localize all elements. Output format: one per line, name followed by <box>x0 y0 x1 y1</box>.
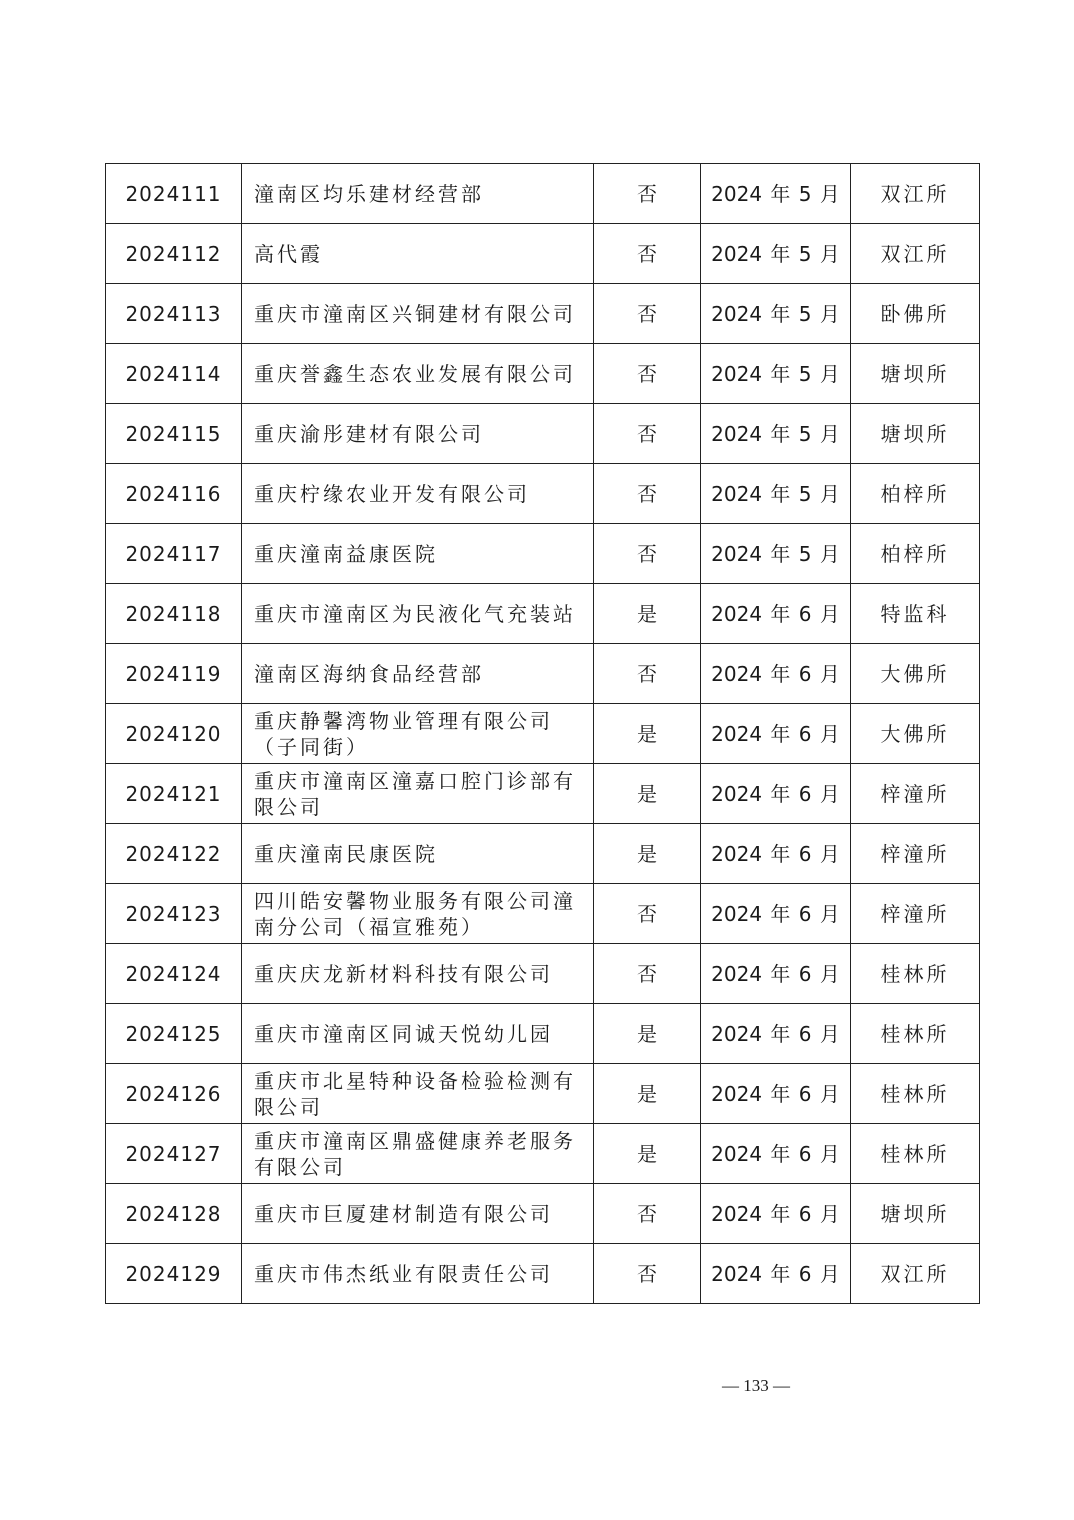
table-row <box>106 1064 980 1124</box>
record-name: 潼南区均乐建材经营部 <box>242 164 594 224</box>
record-name: 重庆市潼南区为民液化气充装站 <box>242 584 594 644</box>
record-name: 重庆市潼南区同诚天悦幼儿园 <box>242 1004 594 1064</box>
record-name: 重庆市潼南区兴铜建材有限公司 <box>242 284 594 344</box>
record-date: 2024 年 6 月 <box>701 644 851 704</box>
record-name: 重庆誉鑫生态农业发展有限公司 <box>242 344 594 404</box>
record-id: 2024111 <box>106 164 242 224</box>
record-flag: 否 <box>594 464 701 524</box>
record-flag: 否 <box>594 944 701 1004</box>
record-date: 2024 年 6 月 <box>701 944 851 1004</box>
record-flag: 是 <box>594 704 701 764</box>
record-date: 2024 年 5 月 <box>701 524 851 584</box>
record-flag: 否 <box>594 404 701 464</box>
record-date: 2024 年 6 月 <box>701 824 851 884</box>
record-unit: 双江所 <box>851 164 980 224</box>
record-id: 2024114 <box>106 344 242 404</box>
record-unit: 桂林所 <box>851 1124 980 1184</box>
record-name: 重庆柠缘农业开发有限公司 <box>242 464 594 524</box>
table-row <box>106 944 980 1004</box>
record-id: 2024124 <box>106 944 242 1004</box>
record-name: 重庆静馨湾物业管理有限公司（子同街） <box>242 704 594 764</box>
record-id: 2024118 <box>106 584 242 644</box>
table-row <box>106 464 980 524</box>
record-id: 2024115 <box>106 404 242 464</box>
record-id: 2024126 <box>106 1064 242 1124</box>
record-unit: 塘坝所 <box>851 404 980 464</box>
record-unit: 桂林所 <box>851 944 980 1004</box>
table-row <box>106 644 980 704</box>
record-flag: 是 <box>594 1004 701 1064</box>
record-unit: 塘坝所 <box>851 344 980 404</box>
record-unit: 双江所 <box>851 224 980 284</box>
record-date: 2024 年 6 月 <box>701 764 851 824</box>
record-name: 重庆市巨厦建材制造有限公司 <box>242 1184 594 1244</box>
record-date: 2024 年 6 月 <box>701 1004 851 1064</box>
record-id: 2024129 <box>106 1244 242 1304</box>
record-table-body <box>106 164 980 1304</box>
record-flag: 否 <box>594 884 701 944</box>
record-id: 2024112 <box>106 224 242 284</box>
table-row <box>106 164 980 224</box>
page-number: — 133 — <box>722 1376 790 1395</box>
record-flag: 否 <box>594 644 701 704</box>
record-name: 重庆潼南民康医院 <box>242 824 594 884</box>
record-id: 2024125 <box>106 1004 242 1064</box>
record-date: 2024 年 5 月 <box>701 464 851 524</box>
table-row <box>106 224 980 284</box>
table-row <box>106 1244 980 1304</box>
record-name: 重庆庆龙新材料科技有限公司 <box>242 944 594 1004</box>
table-row <box>106 344 980 404</box>
record-flag: 是 <box>594 1064 701 1124</box>
record-flag: 否 <box>594 1244 701 1304</box>
record-date: 2024 年 6 月 <box>701 584 851 644</box>
record-date: 2024 年 5 月 <box>701 224 851 284</box>
record-table <box>105 163 980 1304</box>
table-row <box>106 524 980 584</box>
record-id: 2024117 <box>106 524 242 584</box>
record-id: 2024120 <box>106 704 242 764</box>
record-id: 2024122 <box>106 824 242 884</box>
record-date: 2024 年 6 月 <box>701 1244 851 1304</box>
record-unit: 桂林所 <box>851 1004 980 1064</box>
table-row <box>106 584 980 644</box>
record-id: 2024121 <box>106 764 242 824</box>
record-date: 2024 年 5 月 <box>701 404 851 464</box>
record-unit: 特监科 <box>851 584 980 644</box>
record-id: 2024127 <box>106 1124 242 1184</box>
record-name: 重庆市潼南区鼎盛健康养老服务有限公司 <box>242 1124 594 1184</box>
table-row <box>106 764 980 824</box>
record-unit: 梓潼所 <box>851 824 980 884</box>
record-name: 四川皓安馨物业服务有限公司潼南分公司（福宣雅苑） <box>242 884 594 944</box>
record-flag: 是 <box>594 584 701 644</box>
record-date: 2024 年 5 月 <box>701 344 851 404</box>
record-id: 2024113 <box>106 284 242 344</box>
record-name: 高代霞 <box>242 224 594 284</box>
table-row <box>106 1004 980 1064</box>
table-row <box>106 824 980 884</box>
table-row <box>106 1124 980 1184</box>
record-unit: 双江所 <box>851 1244 980 1304</box>
record-date: 2024 年 5 月 <box>701 284 851 344</box>
record-unit: 梓潼所 <box>851 764 980 824</box>
record-flag: 否 <box>594 284 701 344</box>
record-unit: 柏梓所 <box>851 524 980 584</box>
record-date: 2024 年 6 月 <box>701 1124 851 1184</box>
table-row <box>106 284 980 344</box>
record-name: 重庆渝彤建材有限公司 <box>242 404 594 464</box>
table-row <box>106 1184 980 1244</box>
record-date: 2024 年 6 月 <box>701 1184 851 1244</box>
record-unit: 卧佛所 <box>851 284 980 344</box>
record-flag: 否 <box>594 224 701 284</box>
record-id: 2024123 <box>106 884 242 944</box>
record-flag: 是 <box>594 1124 701 1184</box>
record-name: 重庆市伟杰纸业有限责任公司 <box>242 1244 594 1304</box>
table-row <box>106 404 980 464</box>
record-unit: 桂林所 <box>851 1064 980 1124</box>
record-date: 2024 年 6 月 <box>701 884 851 944</box>
record-unit: 大佛所 <box>851 704 980 764</box>
record-flag: 否 <box>594 164 701 224</box>
record-id: 2024119 <box>106 644 242 704</box>
record-date: 2024 年 6 月 <box>701 704 851 764</box>
record-id: 2024128 <box>106 1184 242 1244</box>
table-row <box>106 704 980 764</box>
record-date: 2024 年 6 月 <box>701 1064 851 1124</box>
record-flag: 是 <box>594 764 701 824</box>
record-id: 2024116 <box>106 464 242 524</box>
record-unit: 塘坝所 <box>851 1184 980 1244</box>
record-unit: 柏梓所 <box>851 464 980 524</box>
record-unit: 梓潼所 <box>851 884 980 944</box>
record-flag: 否 <box>594 1184 701 1244</box>
record-name: 重庆市北星特种设备检验检测有限公司 <box>242 1064 594 1124</box>
record-unit: 大佛所 <box>851 644 980 704</box>
record-flag: 否 <box>594 524 701 584</box>
record-name: 潼南区海纳食品经营部 <box>242 644 594 704</box>
record-date: 2024 年 5 月 <box>701 164 851 224</box>
record-flag: 是 <box>594 824 701 884</box>
record-flag: 否 <box>594 344 701 404</box>
record-name: 重庆市潼南区潼嘉口腔门诊部有限公司 <box>242 764 594 824</box>
record-name: 重庆潼南益康医院 <box>242 524 594 584</box>
table-row <box>106 884 980 944</box>
